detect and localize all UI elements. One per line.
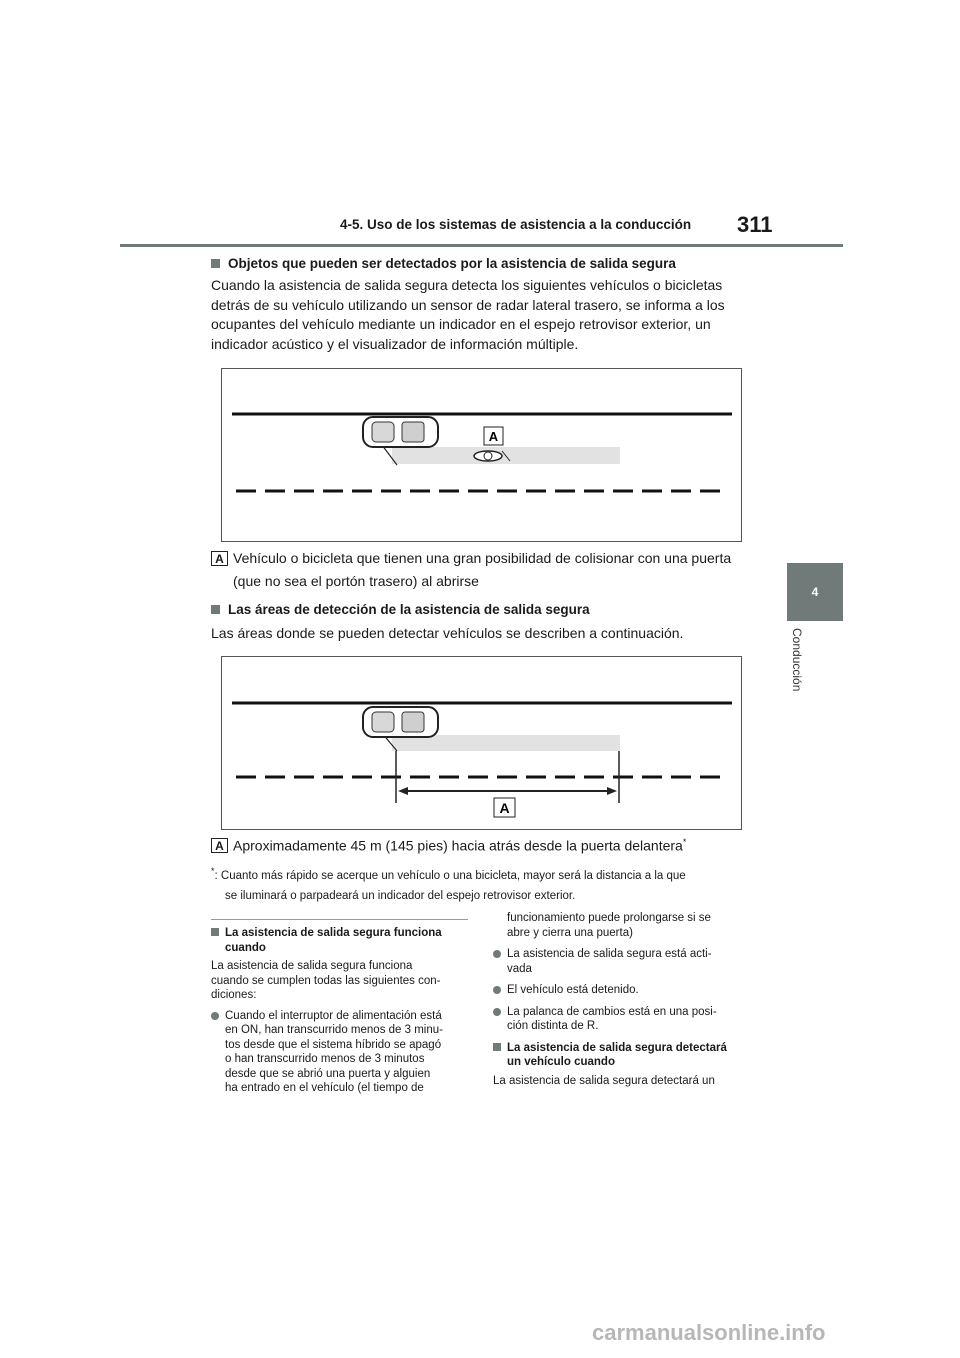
section-header: 4-5. Uso de los sistemas de asistencia a la conducción bbox=[340, 217, 692, 232]
body-line: indicador acústico y el visualizador de información múltiple. bbox=[211, 335, 579, 352]
section1-heading-text: Objetos que pueden ser detectados por la asistencia de salida segura bbox=[228, 256, 676, 271]
page-number: 311 bbox=[737, 212, 773, 237]
left-heading: La asistencia de salida segura funciona cuando bbox=[211, 926, 467, 955]
car-icon bbox=[363, 707, 438, 737]
footnote-line1 bbox=[211, 861, 751, 886]
figure-detected-objects bbox=[221, 368, 742, 542]
right-bullet-3: El vehículo está detenido. bbox=[493, 983, 749, 998]
caption2-text: Aproximadamente 45 m (145 pies) hacia atrás desde la puerta delantera bbox=[233, 837, 683, 854]
figure-detection-area bbox=[221, 656, 742, 830]
left-intro: La asistencia de salida segura funciona cuando se cumplen todas las siguientes con- diciones: bbox=[211, 960, 441, 1001]
footnote-line2: se iluminará o parpadeará un indicador del espejo retrovisor exterior. bbox=[225, 889, 576, 902]
figure1-drawing bbox=[222, 369, 741, 541]
right-heading: La asistencia de salida segura detectará un vehículo cuando bbox=[493, 1041, 749, 1070]
chapter-tab: 4 bbox=[787, 563, 843, 621]
left-bullet-1: Cuando el interruptor de alimentación está en ON, han transcurrido menos de 3 minu- tos desde que el sistema híbrido se apagó o han transcurrido menos de 3 minutos desde que se abrió una puerta y alguien ha entrado en el vehículo (el tiempo de bbox=[211, 1009, 467, 1096]
heading-square-icon bbox=[211, 259, 220, 268]
figure2-drawing bbox=[222, 657, 741, 829]
chapter-label bbox=[790, 628, 806, 708]
body-line: detrás de su vehículo utilizando un sensor de radar lateral trasero, se informa a los bbox=[211, 296, 725, 313]
left-column bbox=[211, 926, 467, 1096]
arrow-right-icon bbox=[607, 787, 617, 795]
column-rule bbox=[211, 919, 468, 920]
right-tail: La asistencia de salida segura detectará un bbox=[493, 1074, 715, 1087]
header-rule bbox=[120, 244, 843, 247]
right-column bbox=[493, 911, 749, 1088]
body-line: ocupantes del vehículo mediante un indicador en el espejo retrovisor exterior, un bbox=[211, 316, 711, 332]
section2-body: Las áreas donde se pueden detectar vehículos se describen a continuación. bbox=[211, 625, 684, 641]
section1-heading bbox=[211, 256, 676, 271]
heading-square-icon bbox=[211, 928, 219, 936]
heading-square-icon bbox=[493, 1043, 501, 1051]
figure1-label: A bbox=[488, 429, 499, 444]
chapter-label-text: Conducción bbox=[790, 628, 804, 692]
right-continuation: funcionamiento puede prolongarse si se abre y cierra una puerta) bbox=[507, 912, 711, 939]
section1-body bbox=[211, 276, 751, 354]
right-bullet-4: La palanca de cambios está en una posi- ción distinta de R. bbox=[493, 1005, 749, 1034]
footnote-mark: * bbox=[211, 866, 215, 876]
caption2-mark: * bbox=[682, 837, 687, 847]
figure2-label: A bbox=[499, 800, 510, 816]
footnote-text1: : Cuanto más rápido se acerque un vehículo o una bicicleta, mayor será la distancia a la que bbox=[214, 869, 686, 882]
section2-heading-text: Las áreas de detección de la asistencia de salida segura bbox=[228, 602, 590, 617]
caption2 bbox=[233, 837, 686, 854]
caption2-label: A bbox=[211, 838, 228, 853]
arrow-left-icon bbox=[398, 787, 408, 795]
caption1-label: A bbox=[211, 551, 228, 566]
heading-square-icon bbox=[211, 605, 220, 614]
caption1-line2: (que no sea el portón trasero) al abrirse bbox=[233, 573, 479, 589]
watermark: carmanualsonline.info bbox=[592, 1320, 826, 1345]
car-icon bbox=[363, 417, 438, 447]
footnote bbox=[211, 861, 751, 906]
body-line: Cuando la asistencia de salida segura detecta los siguientes vehículos o bicicletas bbox=[211, 277, 723, 293]
section2-heading bbox=[211, 602, 590, 617]
right-bullet-2: La asistencia de salida segura está acti- vada bbox=[493, 947, 749, 976]
caption1-line1: Vehículo o bicicleta que tienen una gran posibilidad de colisionar con una puerta bbox=[233, 550, 732, 566]
